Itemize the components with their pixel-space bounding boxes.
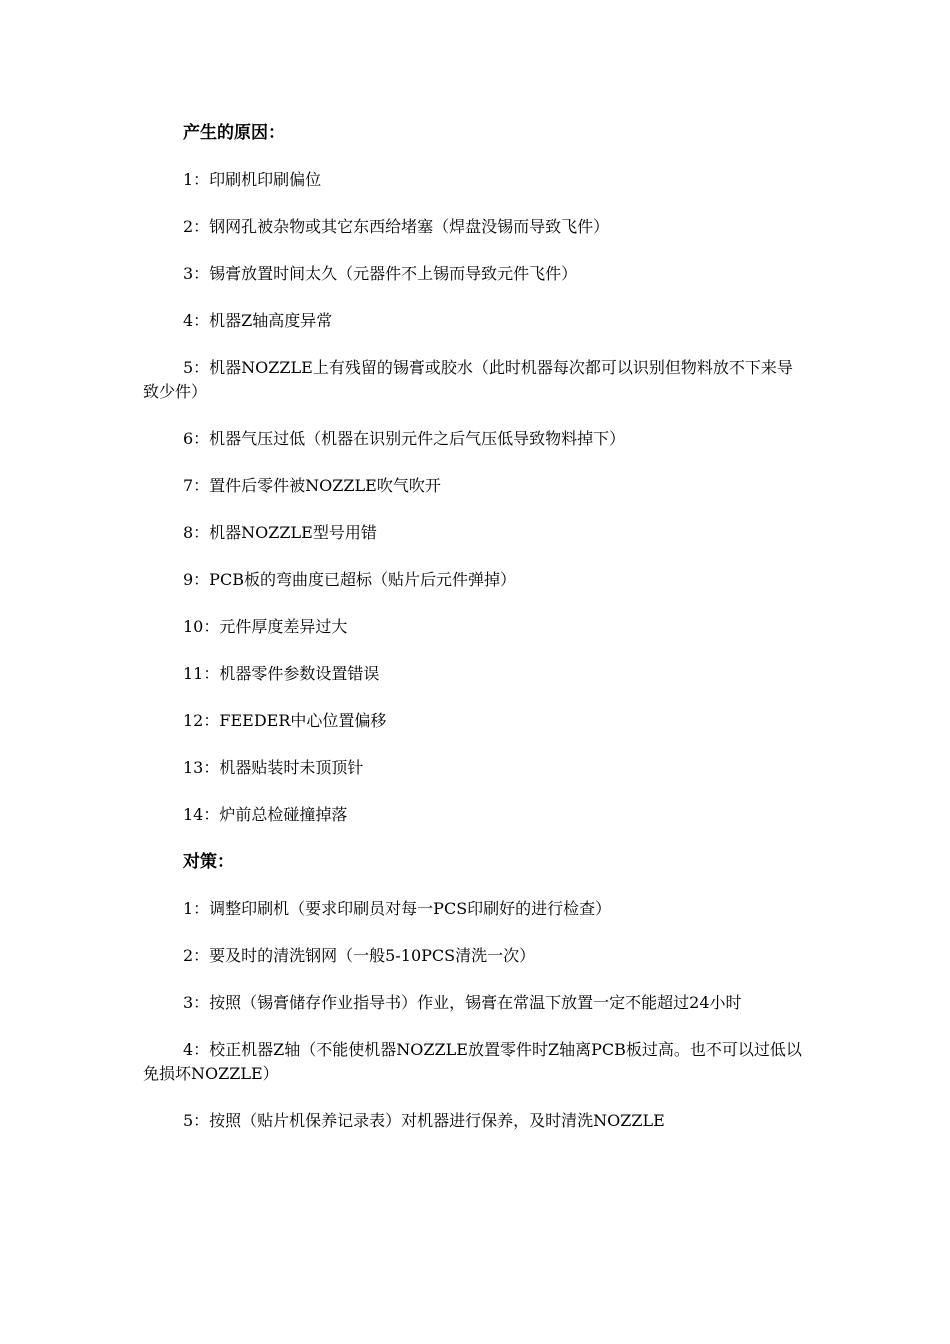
cause-item-10: 10：元件厚度差异过大 bbox=[183, 617, 348, 636]
cause-item-2: 2：钢网孔被杂物或其它东西给堵塞（焊盘没锡而导致飞件） bbox=[183, 217, 610, 236]
cause-item-4: 4：机器Z轴高度异常 bbox=[183, 311, 333, 330]
countermeasure-item-1: 1：调整印刷机（要求印刷员对每一PCS印刷好的进行检查） bbox=[183, 899, 612, 918]
countermeasure-item-2: 2：要及时的清洗钢网（一般5-10PCS清洗一次） bbox=[183, 946, 536, 965]
causes-heading: 产生的原因： bbox=[183, 123, 285, 143]
cause-item-13: 13：机器贴装时未顶顶针 bbox=[183, 758, 364, 777]
cause-item-14: 14：炉前总检碰撞掉落 bbox=[183, 805, 348, 824]
cause-item-9: 9：PCB板的弯曲度已超标（贴片后元件弹掉） bbox=[183, 570, 516, 589]
cause-item-3: 3：锡膏放置时间太久（元器件不上锡而导致元件飞件） bbox=[183, 264, 578, 283]
cause-item-7: 7：置件后零件被NOZZLE吹气吹开 bbox=[183, 476, 441, 495]
countermeasure-item-5: 5：按照（贴片机保养记录表）对机器进行保养，及时清洗NOZZLE bbox=[183, 1111, 665, 1130]
cause-item-11: 11：机器零件参数设置错误 bbox=[183, 664, 380, 683]
cause-item-6: 6：机器气压过低（机器在识别元件之后气压低导致物料掉下） bbox=[183, 429, 626, 448]
document-page bbox=[143, 121, 808, 1133]
cause-item-1: 1：印刷机印刷偏位 bbox=[183, 170, 322, 189]
cause-item-5: 5：机器NOZZLE上有残留的锡膏或胶水（此时机器每次都可以识别但物料放不下来导致少件） bbox=[143, 358, 793, 401]
cause-item-8: 8：机器NOZZLE型号用错 bbox=[183, 523, 377, 542]
cause-item-12: 12：FEEDER中心位置偏移 bbox=[183, 711, 387, 730]
countermeasures-heading: 对策： bbox=[183, 852, 234, 872]
countermeasure-item-4: 4：校正机器Z轴（不能使机器NOZZLE放置零件时Z轴离PCB板过高。也不可以过低以免损坏NOZZLE） bbox=[143, 1040, 802, 1083]
countermeasure-item-3: 3：按照（锡膏储存作业指导书）作业，锡膏在常温下放置一定不能超过24小时 bbox=[183, 993, 742, 1012]
